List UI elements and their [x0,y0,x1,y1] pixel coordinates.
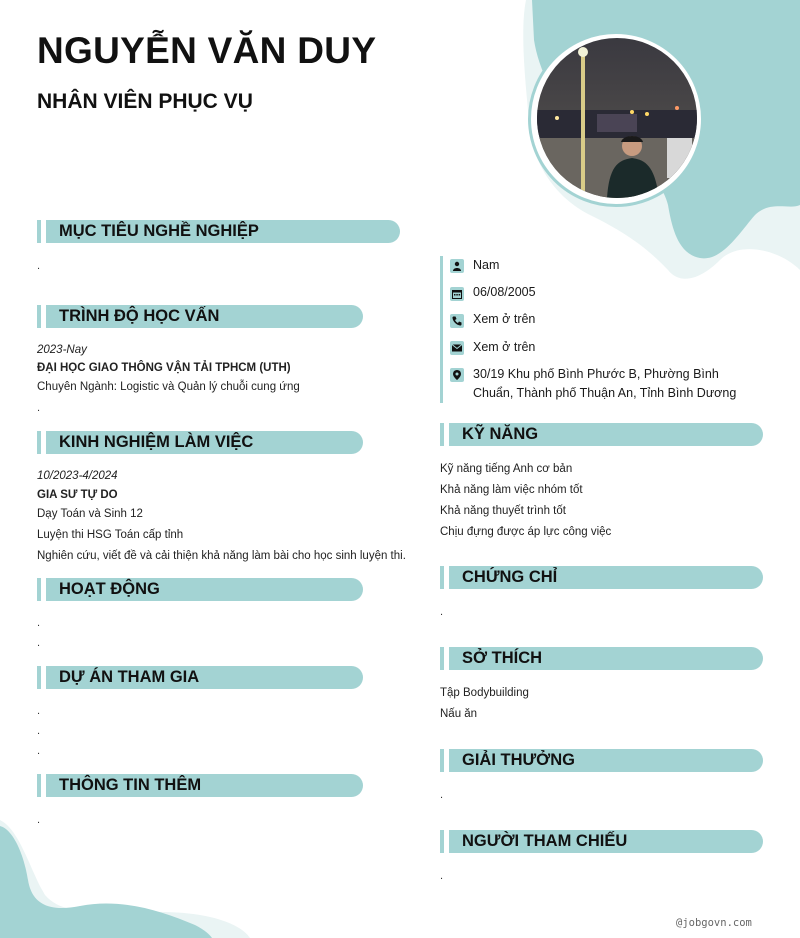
watermark: @jobgovn.com [676,917,752,929]
contact-divider [440,256,443,403]
calendar-icon [450,287,464,301]
hobby-item: Nấu ăn [440,708,478,720]
mail-icon [450,341,464,355]
section-header-education: TRÌNH ĐỘ HỌC VẤN [37,305,363,328]
job-title: NHÂN VIÊN PHỤC VỤ [37,90,253,113]
experience-item: Nghiên cứu, viết đề và cải thiện khả năng làm bài cho học sinh luyện thi. [37,550,406,562]
section-header-awards: GIẢI THƯỞNG [440,749,763,772]
contact-birthday: 06/08/2005 [473,285,536,299]
skill-item: Kỹ năng tiếng Anh cơ bản [440,463,573,475]
education-major: Chuyên Ngành: Logistic và Quản lý chuỗi cung ứng [37,381,300,393]
activity-item: . [37,617,41,629]
section-header-more-info: THÔNG TIN THÊM [37,774,363,797]
section-header-experience: KINH NGHIỆM LÀM VIỆC [37,431,363,454]
section-header-skills: KỸ NĂNG [440,423,763,446]
more-info-item: . [37,814,41,826]
phone-icon [450,314,464,328]
skill-item: Khả năng thuyết trình tốt [440,505,566,517]
section-header-objective: MỤC TIÊU NGHỀ NGHIỆP [37,220,400,243]
skill-item: Khả năng làm việc nhóm tốt [440,484,583,496]
project-item: . [37,745,41,757]
contact-address-line2: Chuẩn, Thành phố Thuận An, Tỉnh Bình Dương [473,386,737,400]
certificate-item: . [440,606,444,618]
skill-item: Chịu đựng được áp lực công việc [440,526,612,538]
experience-item: Luyện thi HSG Toán cấp tỉnh [37,529,184,541]
section-header-projects: DỰ ÁN THAM GIA [37,666,363,689]
contact-gender: Nam [473,258,500,272]
section-header-activities: HOẠT ĐỘNG [37,578,363,601]
avatar-photo [537,38,697,198]
section-header-certificates: CHỨNG CHỈ [440,566,763,589]
experience-date: 10/2023-4/2024 [37,470,118,482]
section-header-references: NGƯỜI THAM CHIẾU [440,830,763,853]
education-date: 2023-Nay [37,344,87,356]
education-note: . [37,402,41,414]
contact-phone: Xem ở trên [473,312,536,326]
avatar [537,38,697,198]
project-item: . [37,725,41,737]
activity-item: . [37,637,41,649]
experience-item: Dạy Toán và Sinh 12 [37,508,143,520]
person-icon [450,259,464,273]
candidate-name: NGUYỄN VĂN DUY [37,30,377,71]
reference-item: . [440,870,444,882]
experience-company: GIA SƯ TỰ DO [37,489,118,501]
education-school: ĐẠI HỌC GIAO THÔNG VẬN TẢI TPHCM (UTH) [37,362,291,374]
section-header-hobbies: SỞ THÍCH [440,647,763,670]
location-pin-icon [450,368,464,382]
contact-email: Xem ở trên [473,340,536,354]
contact-address-line1: 30/19 Khu phố Bình Phước B, Phường Bình [473,367,719,381]
objective-text: . [37,260,41,272]
award-item: . [440,789,444,801]
hobby-item: Tập Bodybuilding [440,687,529,699]
project-item: . [37,705,41,717]
